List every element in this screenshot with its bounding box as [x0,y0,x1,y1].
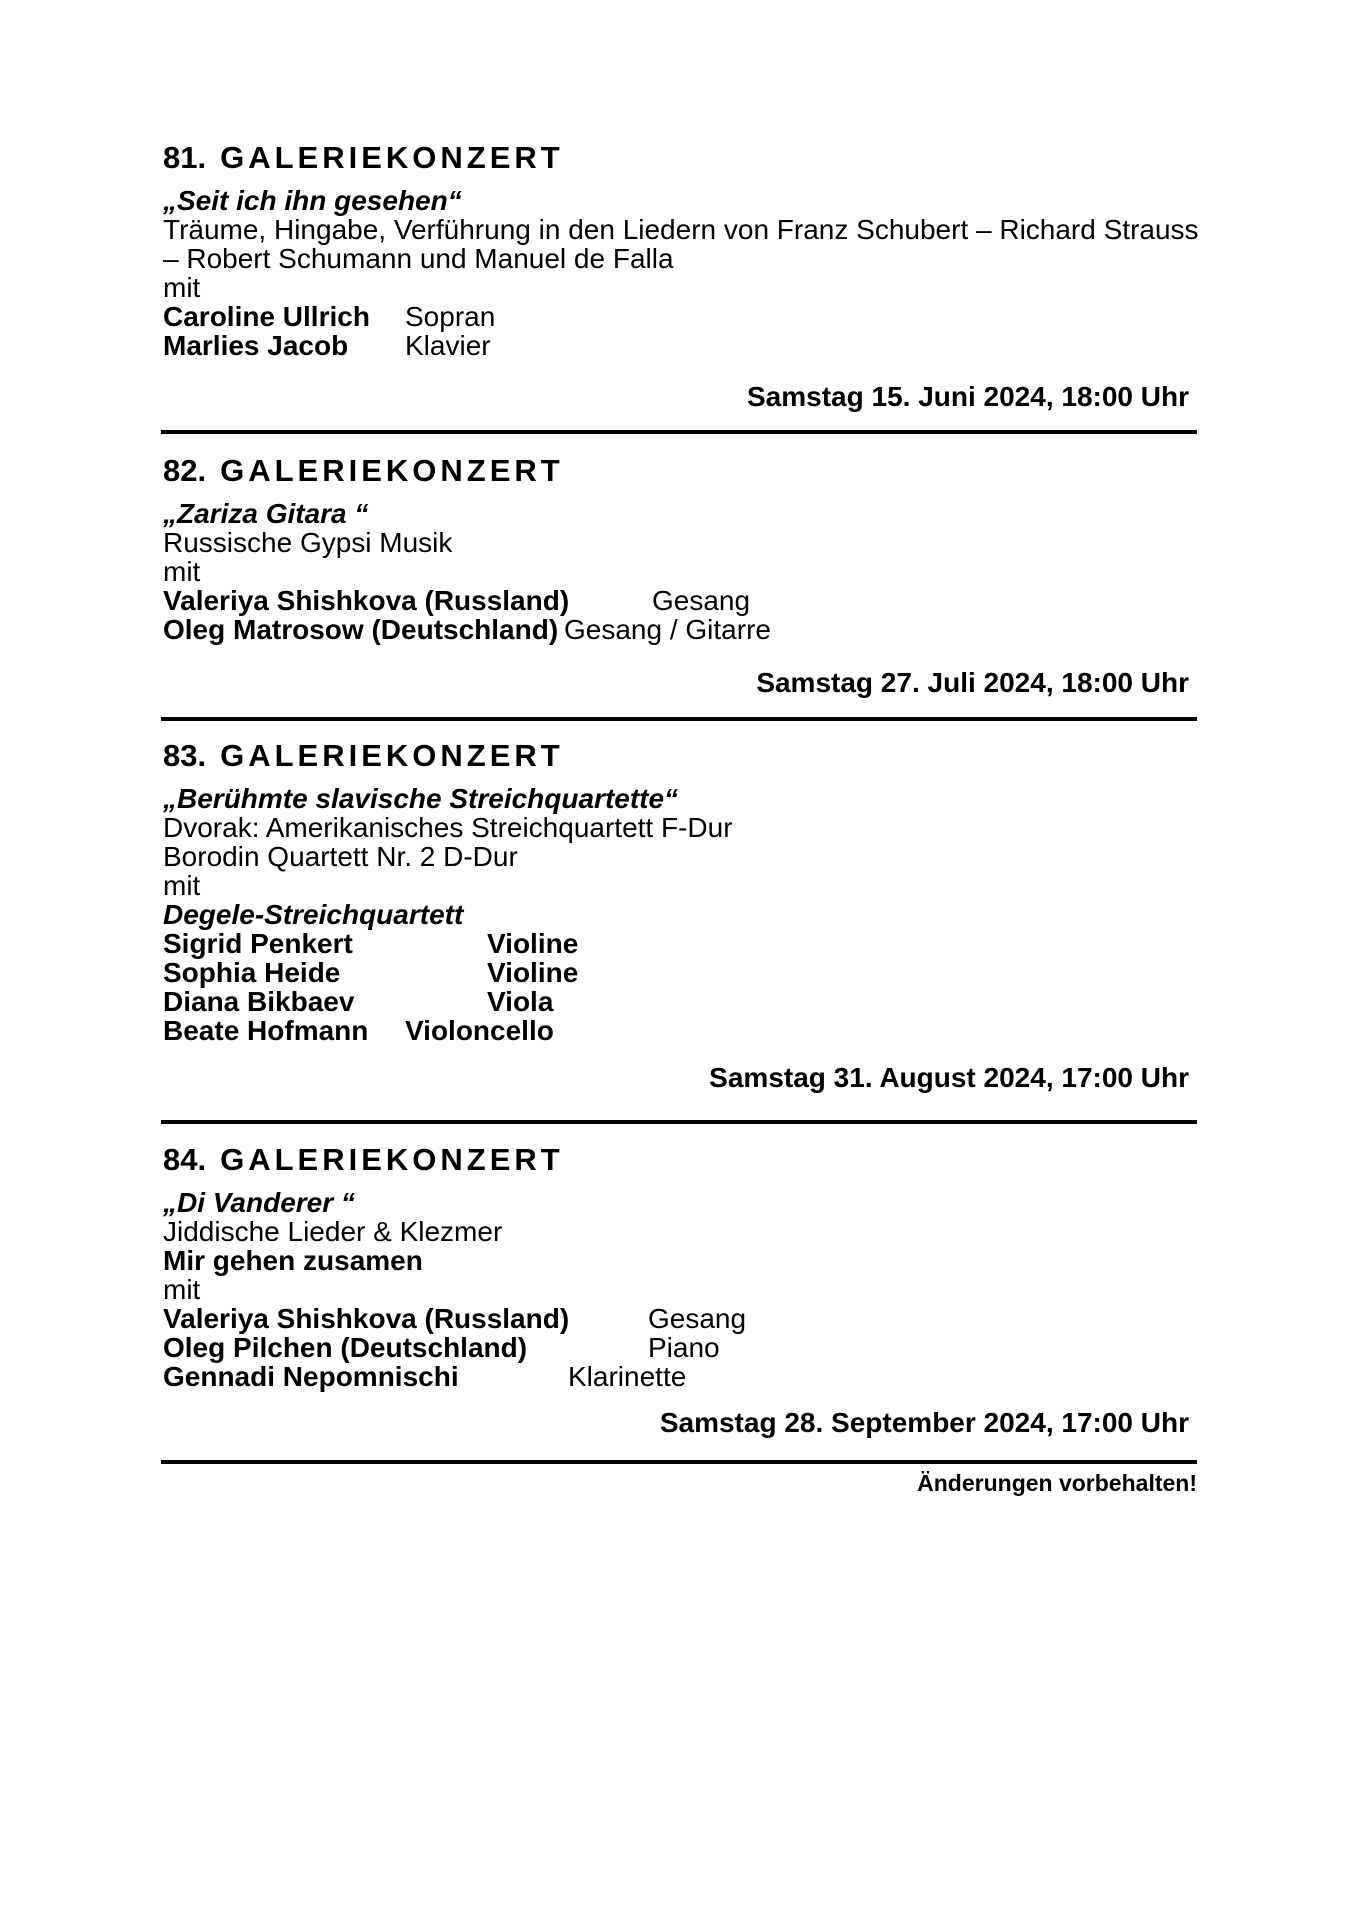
section-heading [161,454,1197,487]
section-number: 82. [163,453,207,488]
performer-row [161,331,1197,360]
performer-name: Marlies Jacob [163,330,349,361]
mit-label: mit [163,1274,201,1305]
performer-role: Gesang / Gitarre [564,614,771,645]
section-divider [161,430,1197,434]
section-number: 81. [163,140,207,175]
performer-role: Viola [487,986,554,1017]
concert-description: Träume, Hingabe, Verführung in den Liedern von Franz Schubert – Richard Strauss [163,214,1199,245]
performer-name: Oleg Matrosow (Deutschland) [163,614,559,645]
performer-name: Caroline Ullrich [163,301,370,332]
performer-name: Sigrid Penkert [163,928,353,959]
performer-row [161,615,1197,644]
mit-label: mit [163,556,201,587]
performer-row [161,1016,1197,1045]
performer-row [161,586,1197,615]
mit-label: mit [163,870,201,901]
changes-reserved-note: Änderungen vorbehalten! [917,1470,1197,1496]
concert-section-83 [161,739,1197,1092]
concert-title: „Di Vanderer “ [163,1187,355,1218]
performer-name: Beate Hofmann [163,1015,369,1046]
performer-name: Valeriya Shishkova (Russland) [163,585,570,616]
concert-section-82 [161,454,1197,697]
performer-role: Klarinette [568,1361,687,1392]
performer-row [161,1304,1197,1333]
concert-title: „Berühmte slavische Streichquartette“ [163,783,679,814]
section-number: 84. [163,1142,207,1177]
performer-name: Oleg Pilchen (Deutschland) [163,1332,528,1363]
performer-role: Sopran [405,301,496,332]
section-heading-word: GALERIEKONZERT [220,453,564,488]
section-number: 83. [163,738,207,773]
concert-title: „Zariza Gitara “ [163,498,369,529]
concert-title: „Seit ich ihn gesehen“ [163,185,462,216]
concert-description: Borodin Quartett Nr. 2 D-Dur [163,841,518,872]
performer-role: Violine [487,928,579,959]
section-heading-word: GALERIEKONZERT [220,140,564,175]
concert-date: Samstag 28. September 2024, 17:00 Uhr [659,1407,1189,1438]
concert-subtitle: Mir gehen zusamen [163,1245,423,1276]
concert-description: Jiddische Lieder & Klezmer [163,1216,503,1247]
section-heading-word: GALERIEKONZERT [220,738,564,773]
section-heading [161,141,1197,174]
concert-description: Russische Gypsi Musik [163,527,453,558]
performer-row [161,1362,1197,1391]
section-divider [161,717,1197,721]
performer-row [161,958,1197,987]
performer-name: Diana Bikbaev [163,986,355,1017]
performer-role: Gesang [648,1303,747,1334]
performer-row [161,929,1197,958]
performer-role: Violoncello [405,1015,554,1046]
performer-row [161,987,1197,1016]
section-divider [161,1460,1197,1464]
section-heading [161,739,1197,772]
concert-section-81 [161,141,1197,411]
section-divider [161,1120,1197,1124]
ensemble-name: Degele-Streichquartett [163,899,464,930]
concert-description: – Robert Schumann und Manuel de Falla [163,243,674,274]
mit-label: mit [163,272,201,303]
concert-section-84 [161,1143,1197,1437]
performer-row [161,1333,1197,1362]
performer-name: Gennadi Nepomnischi [163,1361,459,1392]
performer-name: Valeriya Shishkova (Russland) [163,1303,570,1334]
section-heading [161,1143,1197,1176]
performer-role: Gesang [652,585,751,616]
performer-role: Piano [648,1332,720,1363]
section-heading-word: GALERIEKONZERT [220,1142,564,1177]
performer-role: Violine [487,957,579,988]
concert-date: Samstag 15. Juni 2024, 18:00 Uhr [747,381,1189,412]
concert-date: Samstag 31. August 2024, 17:00 Uhr [709,1062,1189,1093]
concert-description: Dvorak: Amerikanisches Streichquartett F-Dur [163,812,733,843]
concert-date: Samstag 27. Juli 2024, 18:00 Uhr [756,667,1189,698]
performer-name: Sophia Heide [163,957,341,988]
performer-role: Klavier [405,330,491,361]
performer-row [161,302,1197,331]
